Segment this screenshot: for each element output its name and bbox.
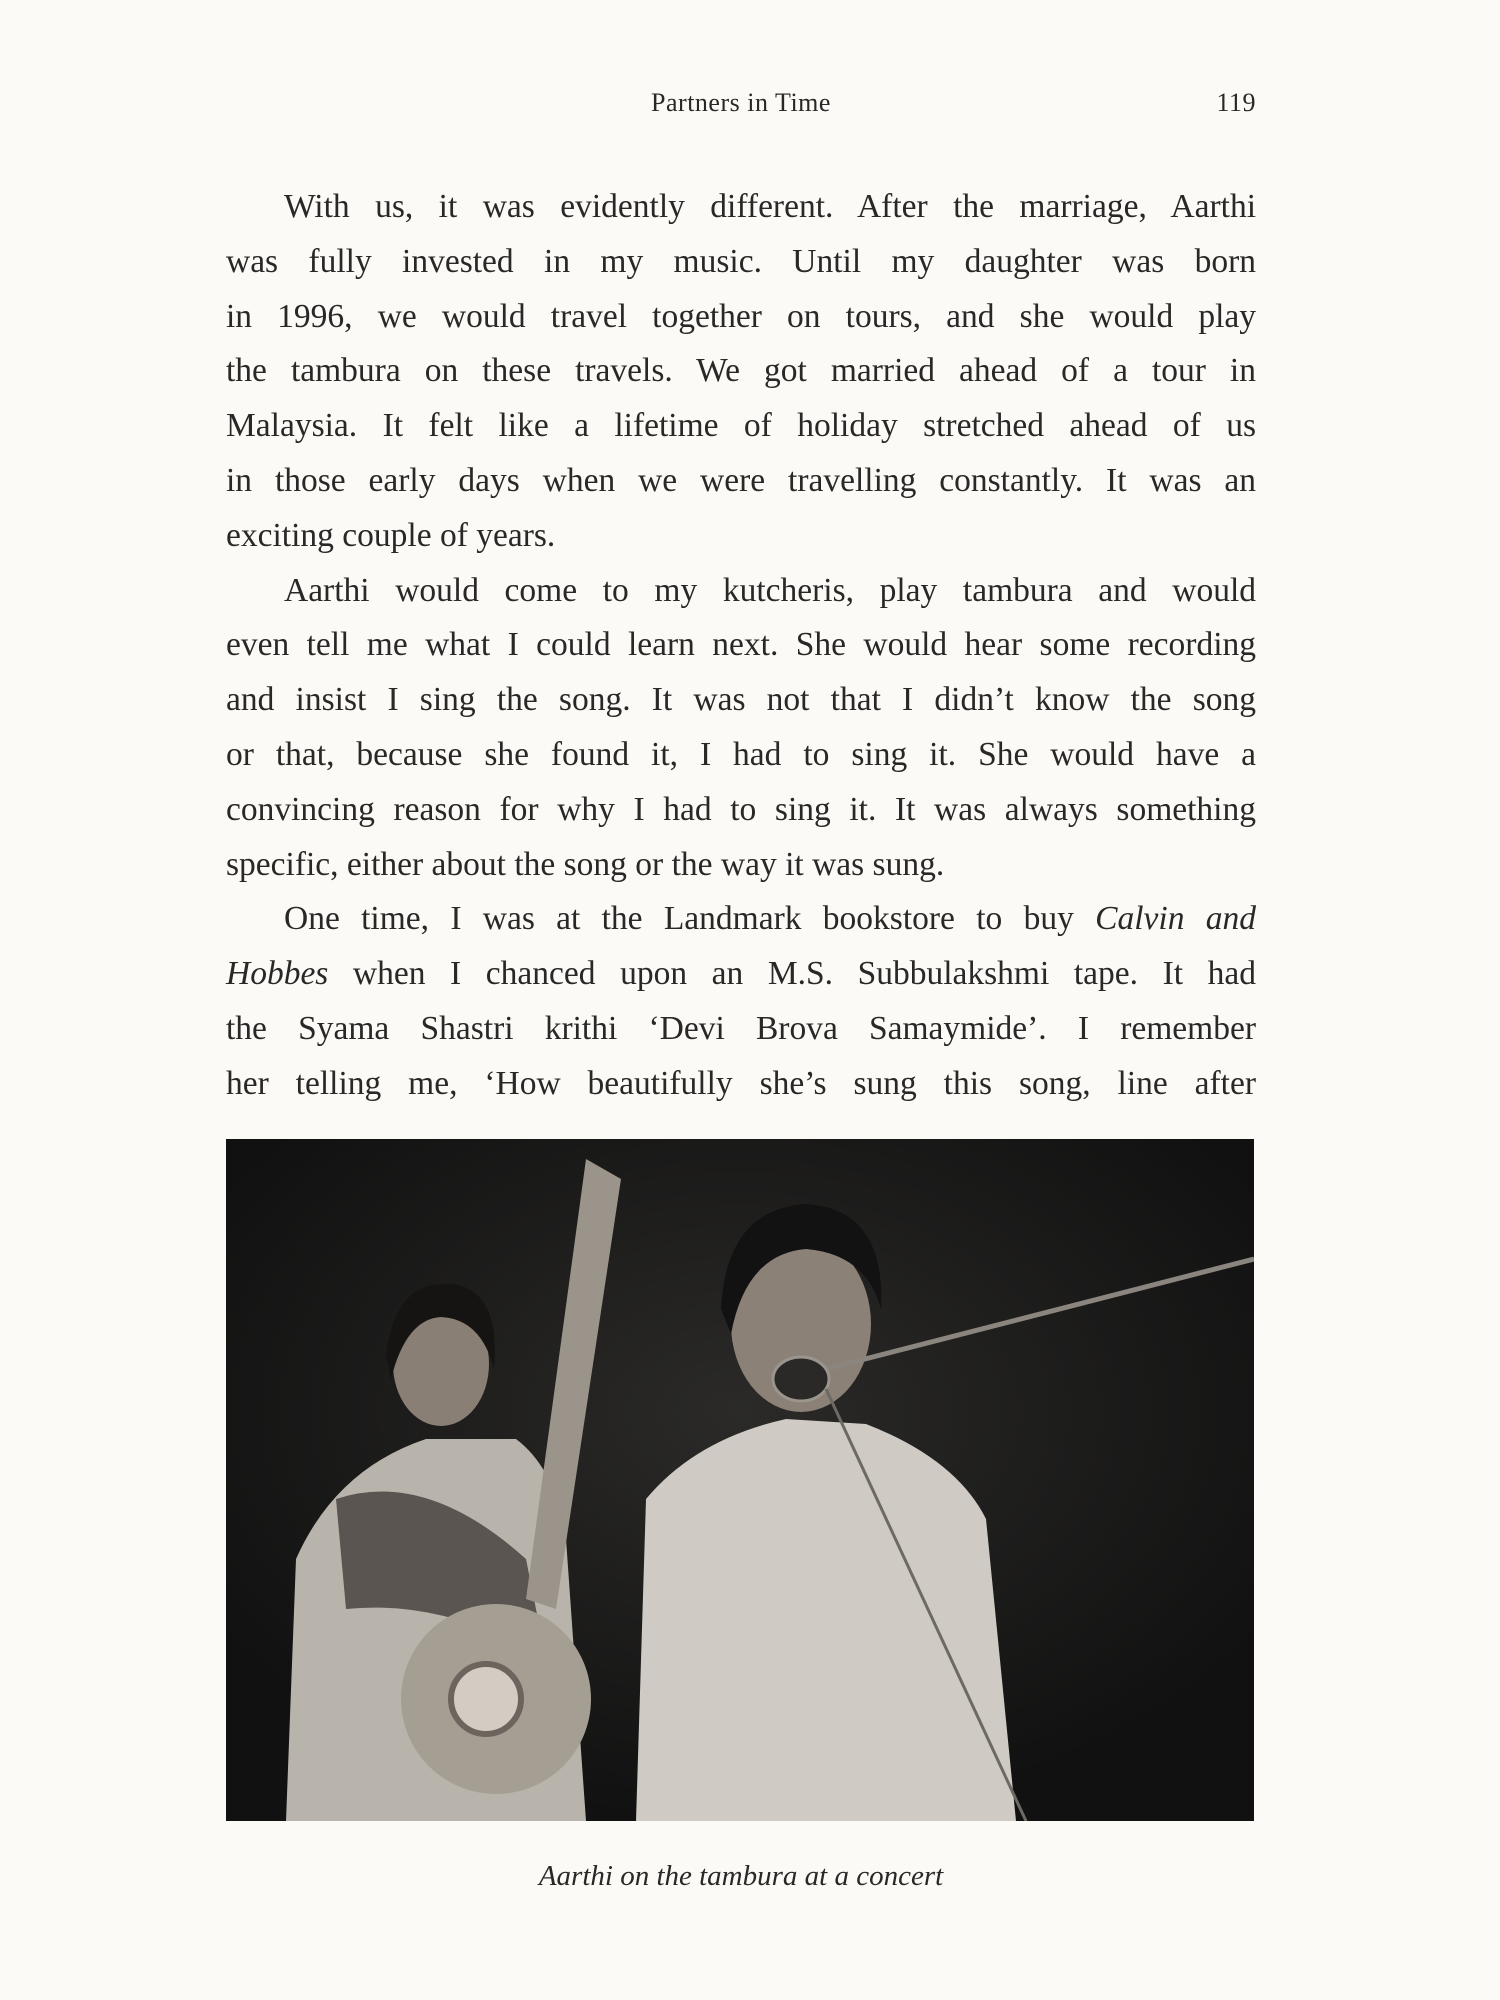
concert-photo xyxy=(226,1139,1254,1821)
photo-caption: Aarthi on the tambura at a concert xyxy=(538,1860,944,1892)
text-line: even tell me what I could learn next. She would hear some recording xyxy=(226,626,1256,664)
running-title: Partners in Time xyxy=(651,88,831,117)
text-line: convincing reason for why I had to sing it. It was always something xyxy=(226,790,1256,828)
text-line: in those early days when we were travelling constantly. It was an xyxy=(226,461,1256,499)
text-line xyxy=(226,947,1256,1002)
text-line xyxy=(226,892,1256,947)
text-line: and insist I sing the song. It was not that I didn’t know the song xyxy=(226,681,1256,719)
book-title: Calvin and xyxy=(1095,900,1256,938)
text-line: exciting couple of years. xyxy=(226,516,556,554)
text-line: in 1996, we would travel together on tours, and she would play xyxy=(226,297,1256,335)
text-line: was fully invested in my music. Until my daughter was born xyxy=(226,242,1256,280)
text-line: her telling me, ‘How beautifully she’s sung this song, line after xyxy=(226,1064,1256,1102)
text-line: the tambura on these travels. We got married ahead of a tour in xyxy=(226,352,1256,390)
text-line: With us, it was evidently different. After the marriage, Aarthi xyxy=(284,188,1256,225)
text-line: or that, because she found it, I had to sing it. She would have a xyxy=(226,735,1256,773)
photo-illustration xyxy=(226,1139,1254,1821)
text-line: Aarthi would come to my kutcheris, play tambura and would xyxy=(284,571,1256,609)
running-header xyxy=(226,88,1256,128)
text-line: the Syama Shastri krithi ‘Devi Brova Samaymide’. I remember xyxy=(226,1009,1256,1047)
text-run: One time, I was at the Landmark bookstore to buy xyxy=(284,900,1096,938)
page-number: 119 xyxy=(1216,88,1256,117)
text-line: specific, either about the song or the way it was sung. xyxy=(226,845,945,883)
text-run: when I chanced upon an M.S. Subbulakshmi tape. It had xyxy=(328,955,1256,993)
book-title: Hobbes xyxy=(226,955,329,993)
text-line: Malaysia. It felt like a lifetime of holiday stretched ahead of us xyxy=(226,407,1256,445)
body-text xyxy=(226,180,1256,1112)
